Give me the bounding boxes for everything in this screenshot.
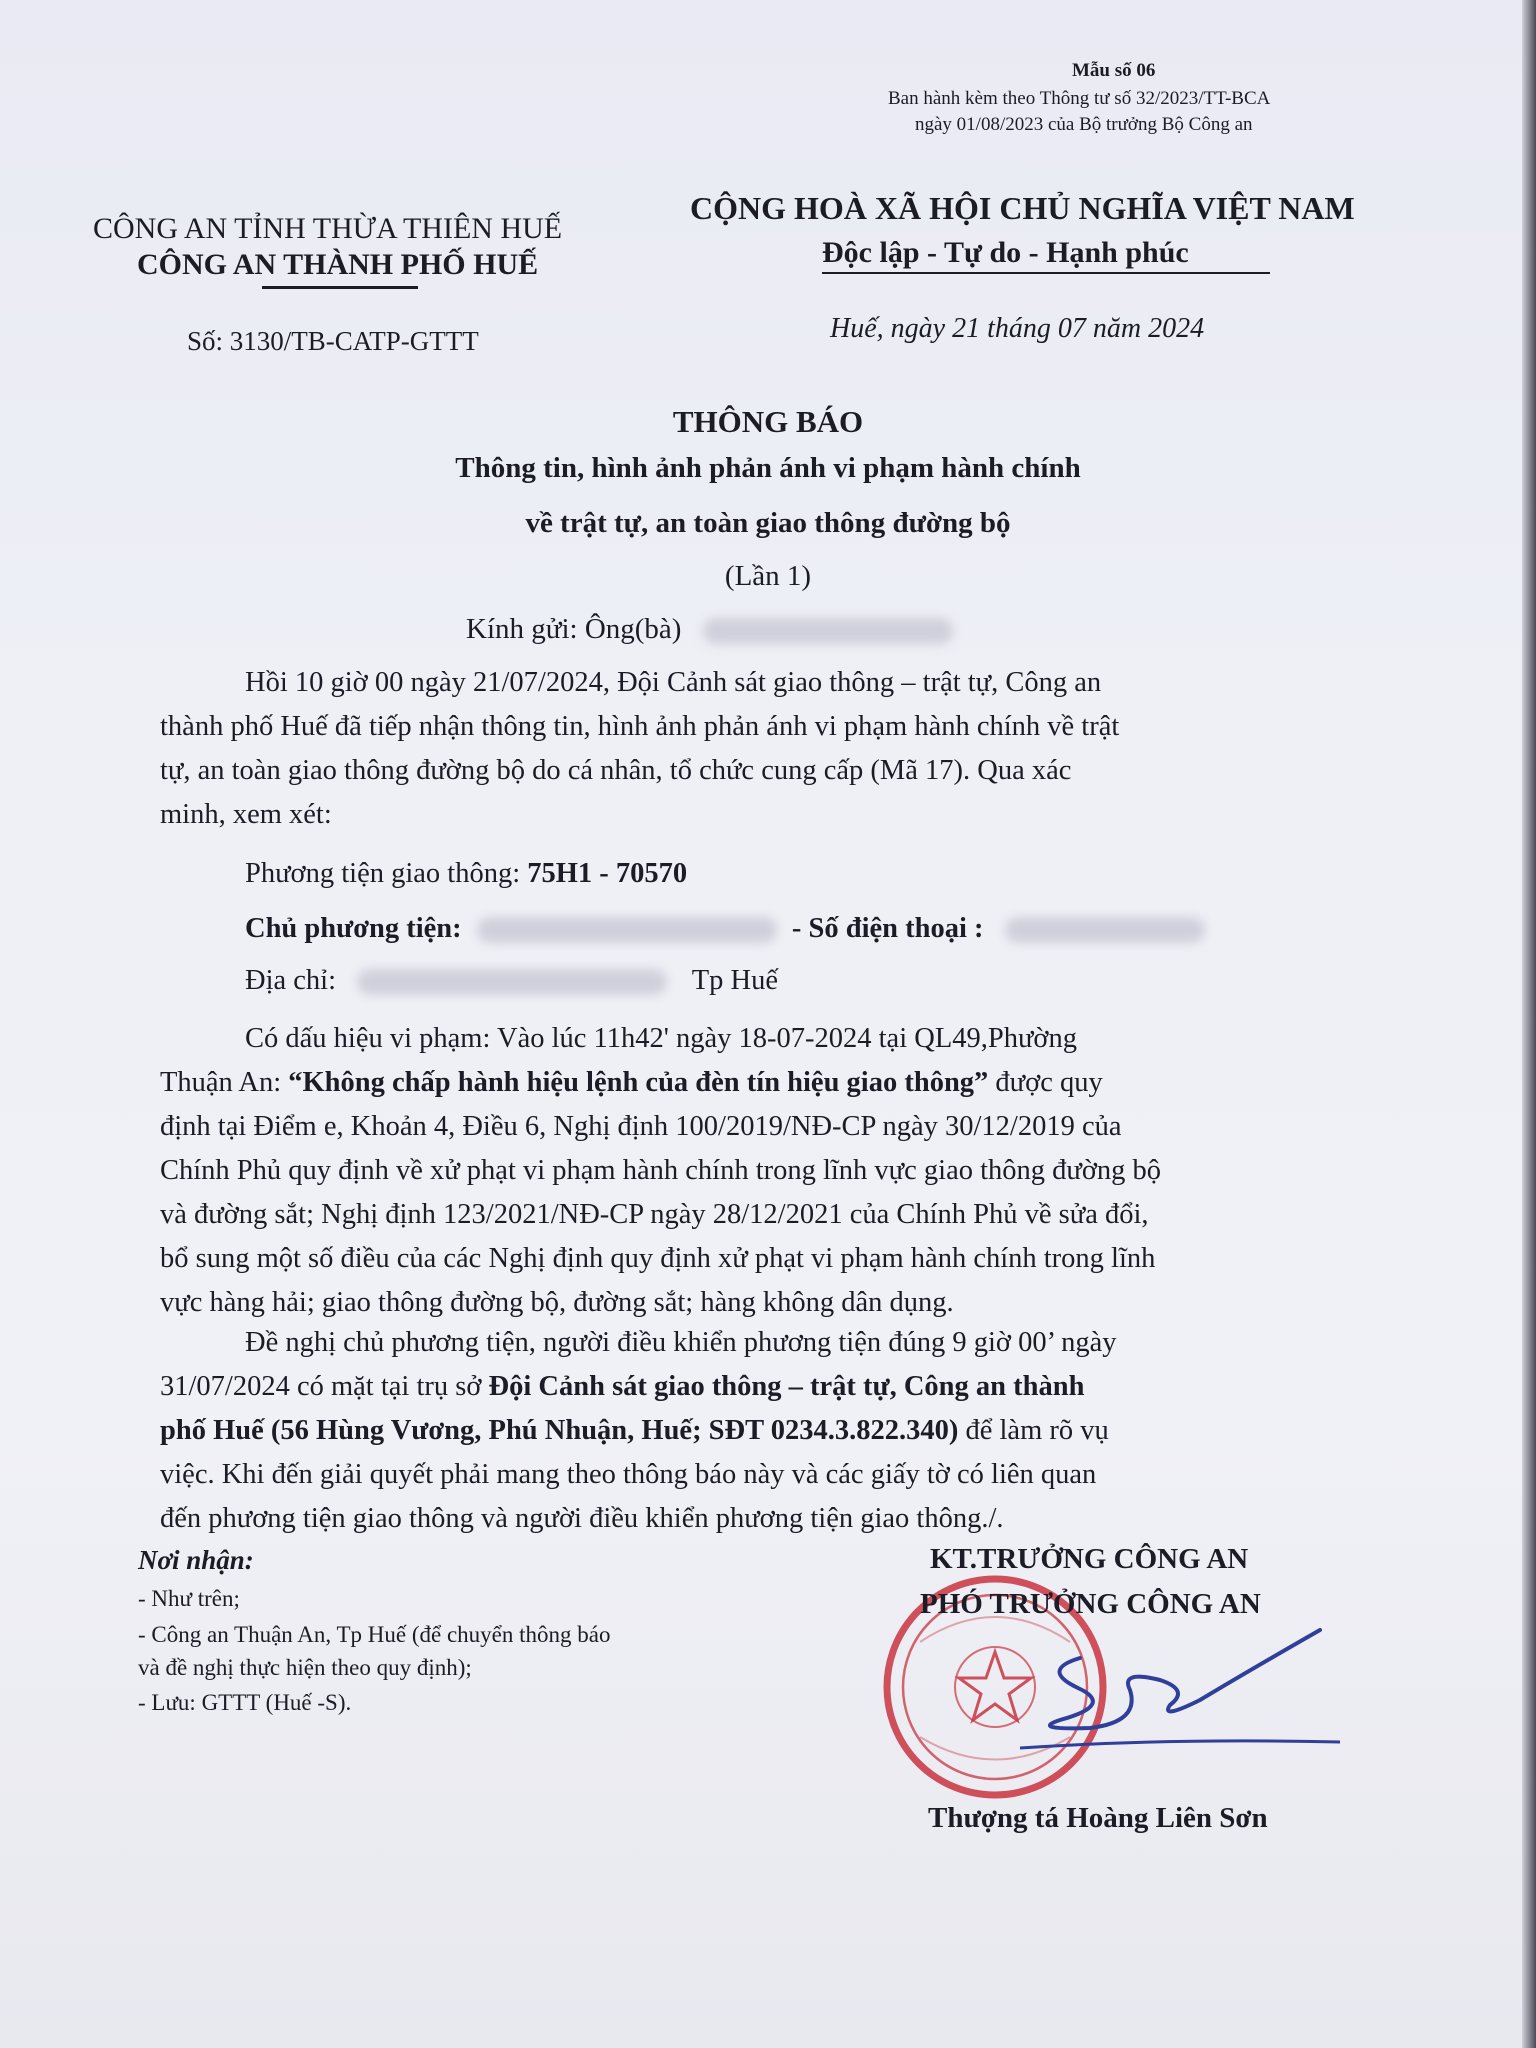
violation-line-7: vực hàng hải; giao thông đường bộ, đường sắt; hàng không dân dụng. bbox=[160, 1287, 954, 1318]
receivers-title: Nơi nhận: bbox=[138, 1545, 254, 1575]
document-number: Số: 3130/TB-CATP-GTTT bbox=[187, 326, 479, 356]
violation-line-3: định tại Điểm e, Khoản 4, Điều 6, Nghị định 100/2019/NĐ-CP ngày 30/12/2019 của bbox=[160, 1111, 1122, 1142]
document-subtitle-2: về trật tự, an toàn giao thông đường bộ bbox=[525, 507, 1011, 539]
violation-line-1: Có dấu hiệu vi phạm: Vào lúc 11h42' ngày 18-07-2024 tại QL49,Phường bbox=[245, 1023, 1077, 1054]
receiver-item: - Công an Thuận An, Tp Huế (để chuyển thông báo bbox=[138, 1622, 611, 1647]
request-purpose: để làm rõ vụ bbox=[958, 1415, 1109, 1446]
request-line-2 bbox=[160, 1371, 1084, 1403]
violation-line-5: và đường sắt; Nghị định 123/2021/NĐ-CP ngày 28/12/2021 của Chính Phủ về sửa đổi, bbox=[160, 1199, 1149, 1230]
violation-description: “Không chấp hành hiệu lệnh của đèn tín hiệu giao thông” bbox=[288, 1067, 989, 1098]
owner-label: Chủ phương tiện: bbox=[245, 913, 462, 944]
phone-label: - Số điện thoại : bbox=[791, 913, 984, 944]
motto-underline bbox=[822, 272, 1270, 274]
request-line-3 bbox=[160, 1415, 1109, 1447]
recipient-line bbox=[466, 613, 953, 646]
document-title: THÔNG BÁO bbox=[672, 404, 864, 439]
handwritten-signature bbox=[1020, 1610, 1340, 1780]
recipient-label: Kính gửi: Ông(bà) bbox=[466, 613, 682, 645]
form-issued-line-2: ngày 01/08/2023 của Bộ trưởng Bộ Công an bbox=[915, 114, 1253, 135]
republic-motto: Độc lập - Tự do - Hạnh phúc bbox=[822, 236, 1189, 269]
republic-name: CỘNG HOÀ XÃ HỘI CHỦ NGHĨA VIỆT NAM bbox=[690, 190, 1355, 226]
receiver-item: - Lưu: GTTT (Huế -S). bbox=[138, 1690, 352, 1715]
intro-line-1: Hồi 10 giờ 00 ngày 21/07/2024, Đội Cảnh sát giao thông – trật tự, Công an bbox=[245, 667, 1102, 698]
violation-continued: được quy bbox=[988, 1067, 1103, 1098]
agency-underline bbox=[262, 286, 418, 289]
request-office-address: phố Huế (56 Hùng Vương, Phú Nhuận, Huế; SĐT 0234.3.822.340) bbox=[160, 1415, 959, 1446]
redacted-owner bbox=[477, 917, 777, 943]
agency-name: CÔNG AN THÀNH PHỐ HUẾ bbox=[137, 248, 539, 281]
request-line-5: đến phương tiện giao thông và người điều khiển phương tiện giao thông./. bbox=[160, 1503, 1004, 1534]
request-line-4: việc. Khi đến giải quyết phải mang theo thông báo này và các giấy tờ có liên quan bbox=[160, 1459, 1097, 1490]
violation-line-6: bổ sung một số điều của các Nghị định quy định xử phạt vi phạm hành chính trong lĩnh bbox=[160, 1243, 1156, 1274]
signature-title-1: KT.TRƯỞNG CÔNG AN bbox=[930, 1543, 1249, 1575]
notice-round: (Lần 1) bbox=[724, 560, 812, 592]
violation-location: Thuận An: bbox=[160, 1067, 289, 1098]
address-city: Tp Huế bbox=[691, 965, 779, 996]
vehicle-plate: 75H1 - 70570 bbox=[527, 858, 688, 889]
agency-parent: CÔNG AN TỈNH THỪA THIÊN HUẾ bbox=[93, 212, 563, 245]
address-line bbox=[245, 965, 778, 997]
background-edge bbox=[1522, 0, 1536, 2048]
owner-line bbox=[245, 913, 1205, 945]
intro-line-2: thành phố Huế đã tiếp nhận thông tin, hình ảnh phản ánh vi phạm hành chính về trật bbox=[160, 711, 1120, 742]
intro-line-4: minh, xem xét: bbox=[160, 799, 332, 830]
vehicle-line bbox=[245, 858, 687, 890]
document-subtitle-1: Thông tin, hình ảnh phản ánh vi phạm hành chính bbox=[455, 452, 1081, 484]
signature-title-2: PHÓ TRƯỞNG CÔNG AN bbox=[920, 1588, 1261, 1620]
receiver-item: và đề nghị thực hiện theo quy định); bbox=[138, 1655, 472, 1680]
document-date: Huế, ngày 21 tháng 07 năm 2024 bbox=[830, 313, 1205, 344]
redacted-address bbox=[357, 969, 667, 995]
vehicle-label: Phương tiện giao thông: bbox=[245, 858, 528, 889]
signer-name: Thượng tá Hoàng Liên Sơn bbox=[928, 1802, 1268, 1834]
redacted-recipient bbox=[703, 618, 953, 644]
address-label: Địa chỉ: bbox=[245, 965, 337, 996]
redacted-phone bbox=[1005, 917, 1205, 943]
request-line-1: Đề nghị chủ phương tiện, người điều khiển phương tiện đúng 9 giờ 00’ ngày bbox=[245, 1327, 1117, 1358]
receiver-item: - Như trên; bbox=[138, 1586, 240, 1611]
violation-line-2 bbox=[160, 1067, 1103, 1099]
request-location-intro: 31/07/2024 có mặt tại trụ sở bbox=[160, 1371, 489, 1402]
form-number: Mẫu số 06 bbox=[1072, 60, 1156, 81]
violation-line-4: Chính Phủ quy định về xử phạt vi phạm hành chính trong lĩnh vực giao thông đường bộ bbox=[160, 1155, 1162, 1186]
form-issued-line-1: Ban hành kèm theo Thông tư số 32/2023/TT-BCA bbox=[888, 88, 1271, 109]
intro-line-3: tự, an toàn giao thông đường bộ do cá nhân, tổ chức cung cấp (Mã 17). Qua xác bbox=[160, 755, 1072, 786]
request-office: Đội Cảnh sát giao thông – trật tự, Công an thành bbox=[488, 1371, 1085, 1402]
